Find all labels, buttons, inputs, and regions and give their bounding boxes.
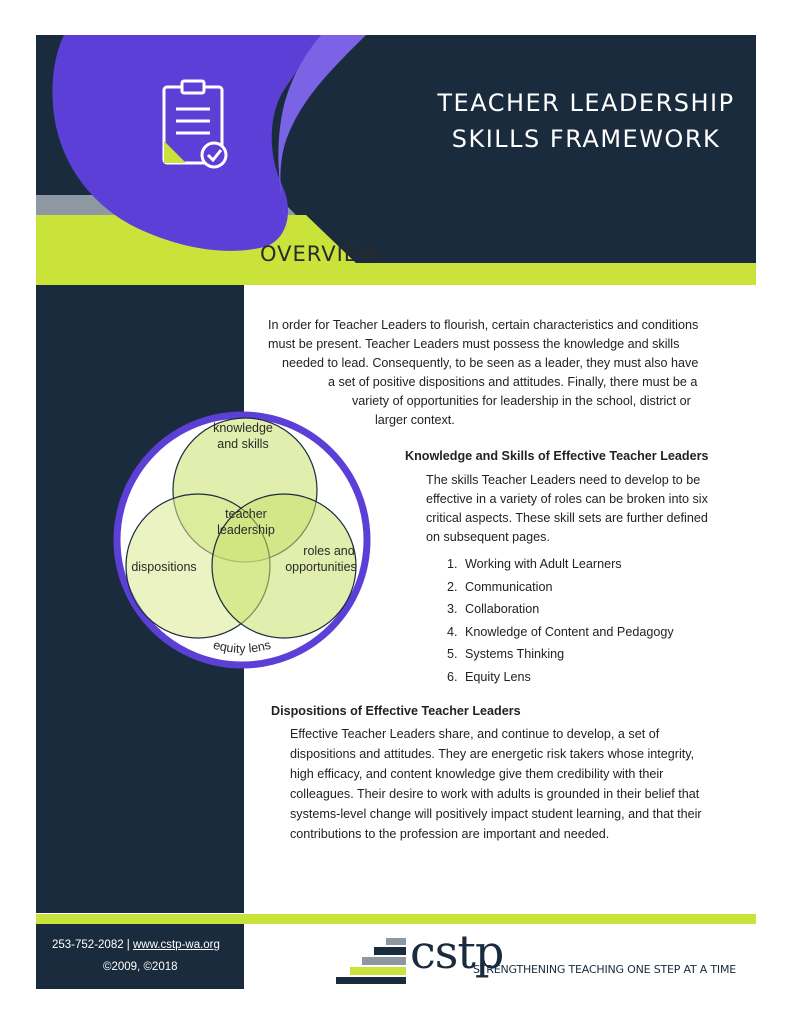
list-item: 5. Systems Thinking bbox=[447, 647, 565, 661]
knowledge-heading: Knowledge and Skills of Effective Teacher Leaders bbox=[405, 449, 709, 463]
venn-label-roles-1: roles and bbox=[303, 544, 355, 558]
knowledge-line: on subsequent pages. bbox=[426, 530, 550, 544]
footer-contact bbox=[52, 939, 220, 951]
venn-label-equity-lens: equity lens bbox=[211, 637, 273, 656]
dispositions-line: high efficacy, and content knowledge give them credibility with their bbox=[290, 767, 664, 781]
knowledge-line: The skills Teacher Leaders need to develop to be bbox=[426, 473, 701, 487]
dispositions-line: Effective Teacher Leaders share, and continue to develop, a set of bbox=[290, 727, 660, 741]
list-item: 4. Knowledge of Content and Pedagogy bbox=[447, 625, 674, 639]
overview-heading: OVERVIEW bbox=[260, 242, 380, 266]
intro-line: needed to lead. Consequently, to be seen as a leader, they must also have bbox=[282, 356, 699, 370]
dispositions-line: systems-level change will positively impact student learning, and that their bbox=[290, 807, 702, 821]
footer-copyright: ©2009, ©2018 bbox=[103, 961, 178, 973]
cstp-logo-text: cstp bbox=[410, 925, 504, 979]
venn-label-roles-2: opportunities bbox=[285, 560, 357, 574]
intro-line: must be present. Teacher Leaders must possess the knowledge and skills bbox=[268, 337, 680, 351]
list-item: 2. Communication bbox=[447, 580, 553, 594]
list-item: 3. Collaboration bbox=[447, 602, 540, 616]
venn-label-knowledge-1: knowledge bbox=[213, 421, 273, 435]
footer-tagline: STRENGTHENING TEACHING ONE STEP AT A TIME bbox=[473, 963, 736, 976]
clipboard-check-icon bbox=[164, 81, 226, 167]
venn-diagram bbox=[112, 410, 372, 670]
venn-label-center-1: teacher bbox=[225, 507, 267, 521]
title-line-1: TEACHER LEADERSHIP bbox=[437, 89, 735, 117]
intro-line: In order for Teacher Leaders to flourish, certain characteristics and conditions bbox=[268, 318, 699, 332]
footer-website-link[interactable]: www.cstp-wa.org bbox=[133, 939, 220, 951]
knowledge-line: effective in a variety of roles can be broken into six bbox=[426, 492, 708, 506]
dispositions-line: contributions to the profession are important and needed. bbox=[290, 827, 610, 841]
venn-label-center-2: leadership bbox=[217, 523, 275, 537]
knowledge-line: critical aspects. These skill sets are further defined bbox=[426, 511, 708, 525]
intro-line: variety of opportunities for leadership in the school, district or bbox=[352, 394, 691, 408]
dispositions-line: dispositions and attitudes. They are energetic risk takers whose integrity, bbox=[290, 747, 695, 761]
footer-phone: 253-752-2082 | bbox=[52, 939, 133, 951]
venn-label-knowledge-2: and skills bbox=[217, 437, 269, 451]
dispositions-heading: Dispositions of Effective Teacher Leaders bbox=[271, 704, 521, 718]
footer-contact-panel bbox=[36, 924, 244, 989]
list-item: 1. Working with Adult Learners bbox=[447, 557, 622, 571]
dispositions-line: colleagues. Their desire to work with adults is grounded in their belief that bbox=[290, 787, 700, 801]
intro-line: a set of positive dispositions and attitudes. Finally, there must be a bbox=[328, 375, 698, 389]
venn-label-dispositions: dispositions bbox=[131, 560, 197, 574]
hero-banner bbox=[36, 35, 756, 285]
list-item: 6. Equity Lens bbox=[447, 670, 531, 684]
title-line-2: SKILLS FRAMEWORK bbox=[451, 125, 721, 153]
footer-accent-bar bbox=[36, 914, 756, 924]
intro-line: larger context. bbox=[375, 413, 455, 427]
